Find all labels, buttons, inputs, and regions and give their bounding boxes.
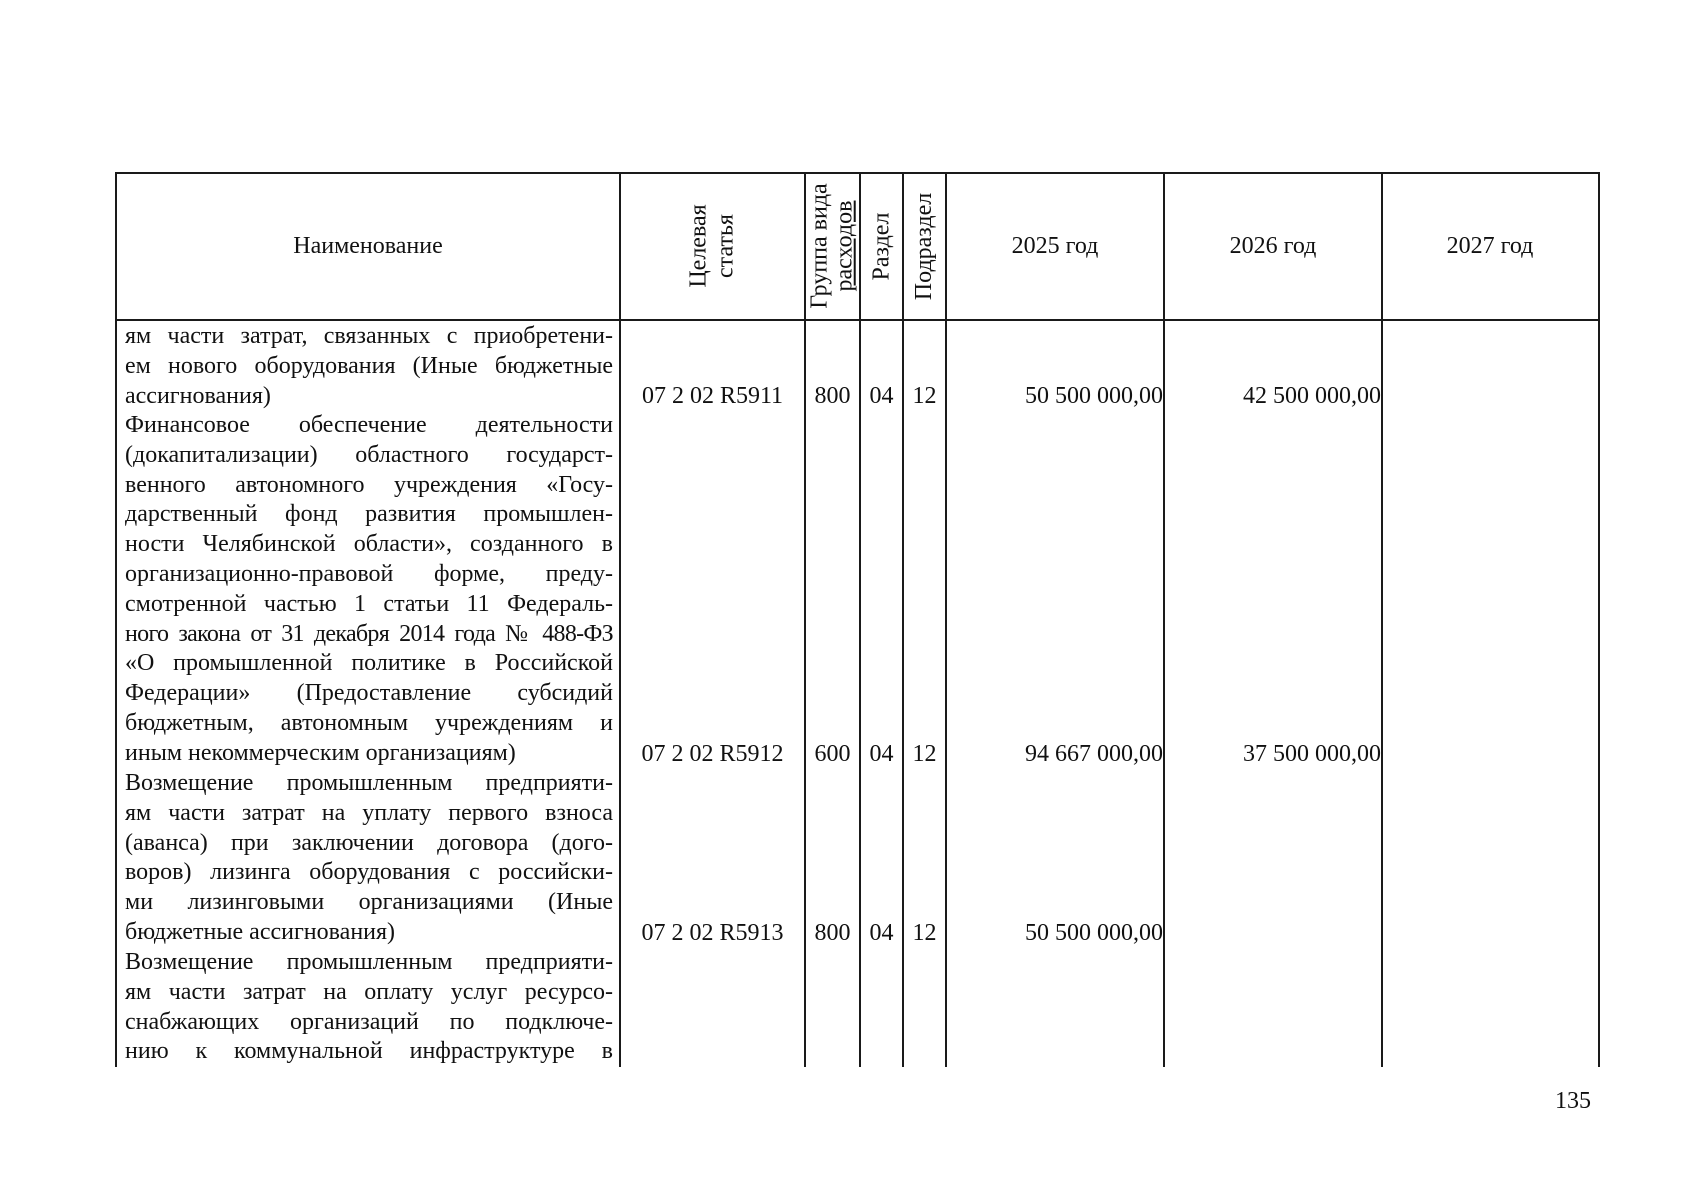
row-2-target-article: 07 2 02 R5912 xyxy=(641,741,784,767)
row-2-amount-2026: 37 500 000,00 xyxy=(1243,741,1381,767)
header-year-2025: 2025 год xyxy=(1011,232,1099,259)
row-3-subsection: 12 xyxy=(912,920,937,946)
row-3-name: Возмещение промышленным предприяти- ям части затрат на уплату первого взноса (аванса) при заключении договора (дого- воров) лизинга оборудования с российски- ми лизинговыми организациями (Иные бюджетные ассигнования) xyxy=(125,770,613,945)
row-2-section: 04 xyxy=(869,741,894,767)
row-1-subsection: 12 xyxy=(912,383,937,409)
header-year-2026: 2026 год xyxy=(1229,232,1317,259)
header-expense-group-line1: Группа вида xyxy=(806,183,833,309)
header-name: Наименование xyxy=(293,232,443,259)
row-1-target-article: 07 2 02 R5911 xyxy=(641,383,784,409)
row-2-expense-group: 600 xyxy=(814,741,851,767)
table-divider-subsection xyxy=(945,172,947,1067)
header-expense-group xyxy=(806,174,859,318)
header-target-article-line1: Целевая xyxy=(685,204,712,288)
row-2-name: Финансовое обеспечение деятельности (докапитализации) областного государст- венного автономного учреждения «Госу- дарственный фонд развития промышлен- ности Челябинской области», созданного в организационно-правовой форме, преду- смотренной частью 1 статьи 11 Федераль- ного закона от 31 декабря 2014 года № 488-ФЗ «О промышленной политике в Российской Федерации» (Предоставление субсидий бюджетным, автономным учреждениям и иным некоммерческим организациям) xyxy=(125,412,613,766)
row-2-amount-2025: 94 667 000,00 xyxy=(1025,741,1163,767)
header-target-article-line2: статья xyxy=(712,214,739,278)
header-expense-group-line2: расходов xyxy=(831,200,858,292)
page-number: 135 xyxy=(1555,1088,1591,1114)
row-1-name: ям части затрат, связанных с приобретени- ем нового оборудования (Иные бюджетные ассигнования) xyxy=(125,323,613,409)
table-border-right xyxy=(1598,172,1600,1067)
header-section: Раздел xyxy=(868,212,895,280)
row-3-section: 04 xyxy=(869,920,894,946)
row-1-amount-2026: 42 500 000,00 xyxy=(1243,383,1381,409)
row-3-target-article: 07 2 02 R5913 xyxy=(641,920,784,946)
row-1-amount-2025: 50 500 000,00 xyxy=(1025,383,1163,409)
row-1-section: 04 xyxy=(869,383,894,409)
table-divider-2026 xyxy=(1381,172,1383,1067)
header-subsection: Подраздел xyxy=(911,192,938,300)
row-3-amount-2025: 50 500 000,00 xyxy=(1025,920,1163,946)
header-year-2027: 2027 год xyxy=(1446,232,1534,259)
row-2-subsection: 12 xyxy=(912,741,937,767)
row-3-expense-group: 800 xyxy=(814,920,851,946)
row-1-expense-group: 800 xyxy=(814,383,851,409)
row-4-name: Возмещение промышленным предприяти- ям части затрат на оплату услуг ресурсо- снабжающих организаций по подключе- нию к коммунальной инфраструктуре в xyxy=(125,949,613,1065)
header-target-article xyxy=(621,174,804,318)
table-divider-2025 xyxy=(1163,172,1165,1067)
